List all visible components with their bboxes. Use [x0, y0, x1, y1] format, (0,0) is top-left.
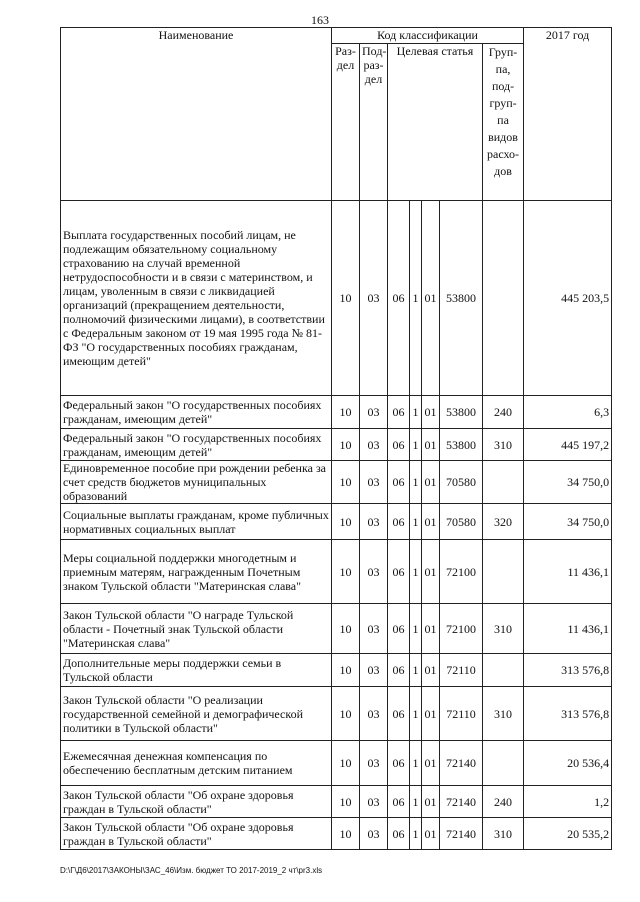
- row-name: Закон Тульской области "Об охране здоровья граждан в Тульской области": [61, 818, 332, 850]
- row-razdel: 10: [332, 540, 360, 604]
- header-razdel: Раз- дел: [332, 44, 360, 201]
- row-podrazdel: 03: [360, 461, 388, 504]
- row-target-event: 01: [422, 461, 440, 504]
- header-podrazdel: Под- раз- дел: [360, 44, 388, 201]
- row-podrazdel: 03: [360, 504, 388, 540]
- row-amount-2017: 6,3: [524, 396, 612, 429]
- row-target-subprogram: 1: [410, 429, 422, 461]
- row-name: Дополнительные меры поддержки семьи в Тульской области: [61, 654, 332, 687]
- row-expense-type: 310: [483, 687, 524, 741]
- table-row: [61, 741, 612, 786]
- row-target-subprogram: 1: [410, 687, 422, 741]
- row-target-subprogram: 1: [410, 818, 422, 850]
- row-target-direction: 70580: [440, 504, 483, 540]
- row-target-direction: 72110: [440, 654, 483, 687]
- row-target-event: 01: [422, 504, 440, 540]
- table-row: [61, 654, 612, 687]
- row-podrazdel: 03: [360, 429, 388, 461]
- table-row: [61, 461, 612, 504]
- budget-table: [60, 27, 612, 850]
- row-amount-2017: 1,2: [524, 786, 612, 818]
- row-podrazdel: 03: [360, 540, 388, 604]
- row-target-program: 06: [388, 429, 410, 461]
- row-razdel: 10: [332, 504, 360, 540]
- row-expense-type: [483, 201, 524, 396]
- row-razdel: 10: [332, 687, 360, 741]
- table-row: [61, 540, 612, 604]
- row-target-event: 01: [422, 741, 440, 786]
- row-name: Социальные выплаты гражданам, кроме публичных нормативных социальных выплат: [61, 504, 332, 540]
- header-target-article: Целевая статья: [388, 44, 483, 201]
- row-target-direction: 72140: [440, 741, 483, 786]
- row-target-program: 06: [388, 687, 410, 741]
- row-target-event: 01: [422, 201, 440, 396]
- row-target-event: 01: [422, 396, 440, 429]
- page-number: 163: [311, 13, 329, 27]
- row-target-event: 01: [422, 540, 440, 604]
- row-expense-type: 240: [483, 396, 524, 429]
- row-podrazdel: 03: [360, 687, 388, 741]
- table-body: [61, 201, 612, 850]
- row-target-direction: 72100: [440, 540, 483, 604]
- row-target-program: 06: [388, 396, 410, 429]
- row-razdel: 10: [332, 741, 360, 786]
- row-amount-2017: 11 436,1: [524, 540, 612, 604]
- table-row: [61, 201, 612, 396]
- row-expense-type: [483, 654, 524, 687]
- row-expense-type: 320: [483, 504, 524, 540]
- header-year: 2017 год: [524, 28, 612, 201]
- row-name: Единовременное пособие при рождении ребенка за счет средств бюджетов муниципальных образований: [61, 461, 332, 504]
- row-razdel: 10: [332, 818, 360, 850]
- row-target-direction: 53800: [440, 396, 483, 429]
- row-target-program: 06: [388, 540, 410, 604]
- row-expense-type: [483, 540, 524, 604]
- row-podrazdel: 03: [360, 201, 388, 396]
- row-razdel: 10: [332, 429, 360, 461]
- row-expense-type: [483, 741, 524, 786]
- row-target-program: 06: [388, 461, 410, 504]
- row-amount-2017: 313 576,8: [524, 687, 612, 741]
- table-row: [61, 786, 612, 818]
- row-target-subprogram: 1: [410, 741, 422, 786]
- row-target-subprogram: 1: [410, 396, 422, 429]
- row-name: Ежемесячная денежная компенсация по обеспечению бесплатным детским питанием: [61, 741, 332, 786]
- row-razdel: 10: [332, 654, 360, 687]
- row-target-direction: 72140: [440, 786, 483, 818]
- row-target-subprogram: 1: [410, 201, 422, 396]
- table-row: [61, 687, 612, 741]
- header-name: Наименование: [61, 28, 332, 201]
- row-amount-2017: 20 536,4: [524, 741, 612, 786]
- row-podrazdel: 03: [360, 786, 388, 818]
- row-name: Выплата государственных пособий лицам, не подлежащим обязательному социальному страхованию на случай временной нетрудоспособности и в связи с материнством, и лицам, уволенным в связи с ликвидацией организаций (прекращением деятельности, полномочий физическими лицами), в соответствии с Федеральным законом от 19 мая 1995 года № 81-ФЗ "О государственных пособиях гражданам, имеющим детей": [61, 201, 332, 396]
- row-podrazdel: 03: [360, 818, 388, 850]
- table-row: [61, 396, 612, 429]
- row-razdel: 10: [332, 461, 360, 504]
- row-expense-type: 310: [483, 604, 524, 654]
- row-name: Закон Тульской области "О награде Тульской области - Почетный знак Тульской области "Материнская слава": [61, 604, 332, 654]
- row-target-program: 06: [388, 786, 410, 818]
- row-expense-type: 240: [483, 786, 524, 818]
- header-code-classification: Код классификации: [332, 28, 524, 44]
- row-target-event: 01: [422, 687, 440, 741]
- row-razdel: 10: [332, 396, 360, 429]
- row-podrazdel: 03: [360, 741, 388, 786]
- row-podrazdel: 03: [360, 654, 388, 687]
- row-name: Федеральный закон "О государственных пособиях гражданам, имеющим детей": [61, 429, 332, 461]
- row-target-event: 01: [422, 604, 440, 654]
- row-target-program: 06: [388, 504, 410, 540]
- row-target-subprogram: 1: [410, 504, 422, 540]
- table-row: [61, 504, 612, 540]
- row-target-event: 01: [422, 818, 440, 850]
- row-target-direction: 72140: [440, 818, 483, 850]
- row-expense-type: 310: [483, 429, 524, 461]
- table-row: [61, 429, 612, 461]
- row-target-event: 01: [422, 654, 440, 687]
- row-target-direction: 72110: [440, 687, 483, 741]
- row-name: Закон Тульской области "Об охране здоровья граждан в Тульской области": [61, 786, 332, 818]
- row-target-subprogram: 1: [410, 604, 422, 654]
- row-amount-2017: 34 750,0: [524, 504, 612, 540]
- table-row: [61, 604, 612, 654]
- row-expense-type: [483, 461, 524, 504]
- row-podrazdel: 03: [360, 396, 388, 429]
- file-path-footer: D:\Г\Д6\2017\ЗАКОНЫ\ЗАС_46\Изм. бюджет ТО 2017-2019_2 чт\pr3.xls: [60, 866, 323, 875]
- row-target-subprogram: 1: [410, 540, 422, 604]
- row-target-subprogram: 1: [410, 654, 422, 687]
- row-name: Федеральный закон "О государственных пособиях гражданам, имеющим детей": [61, 396, 332, 429]
- row-target-subprogram: 1: [410, 461, 422, 504]
- row-amount-2017: 20 535,2: [524, 818, 612, 850]
- row-target-direction: 53800: [440, 429, 483, 461]
- row-target-program: 06: [388, 201, 410, 396]
- row-target-program: 06: [388, 604, 410, 654]
- row-amount-2017: 445 197,2: [524, 429, 612, 461]
- row-target-direction: 72100: [440, 604, 483, 654]
- row-amount-2017: 11 436,1: [524, 604, 612, 654]
- row-name: Закон Тульской области "О реализации государственной семейной и демографической политики в Тульской области": [61, 687, 332, 741]
- row-target-program: 06: [388, 654, 410, 687]
- row-amount-2017: 445 203,5: [524, 201, 612, 396]
- row-name: Меры социальной поддержки многодетным и приемным матерям, награжденным Почетным знаком Тульской области "Материнская слава": [61, 540, 332, 604]
- row-target-direction: 53800: [440, 201, 483, 396]
- row-target-event: 01: [422, 429, 440, 461]
- row-target-direction: 70580: [440, 461, 483, 504]
- row-razdel: 10: [332, 786, 360, 818]
- row-target-subprogram: 1: [410, 786, 422, 818]
- row-target-program: 06: [388, 741, 410, 786]
- row-expense-type: 310: [483, 818, 524, 850]
- row-razdel: 10: [332, 604, 360, 654]
- row-podrazdel: 03: [360, 604, 388, 654]
- row-amount-2017: 34 750,0: [524, 461, 612, 504]
- table-row: [61, 818, 612, 850]
- header-expense-group: Груп- па, под- груп- па видов расхо- дов: [483, 44, 524, 201]
- row-target-event: 01: [422, 786, 440, 818]
- row-razdel: 10: [332, 201, 360, 396]
- row-target-program: 06: [388, 818, 410, 850]
- row-amount-2017: 313 576,8: [524, 654, 612, 687]
